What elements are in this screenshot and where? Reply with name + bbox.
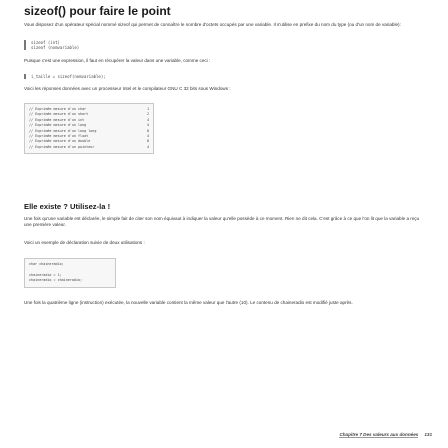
code-row: // Exprimée mesure d'un pointeur 4 bbox=[29, 144, 149, 149]
usage-paragraph: Une fois qu'une variable est déclarée, le simple fait de citer son nom équivaut à indiquer la valeur qu'elle possède à ce moment. Rien ne dit cela. C'est grâce à ce que l'on lit que la variable a reçu une première valeur. bbox=[24, 216, 420, 227]
code-line: chaineradio = 1; bbox=[29, 272, 62, 277]
expression-paragraph: Puisque c'est une expression, il faut en récupérer la valeur dans une variable, comme ceci : bbox=[24, 58, 211, 63]
page-number: 131 bbox=[424, 432, 432, 437]
code-line: chaineradio = chaineradio; bbox=[29, 278, 83, 283]
results-paragraph: Voici les réponses données avec un processeur Intel et le compilateur GNU C 32 bits sous Windows : bbox=[24, 86, 231, 91]
code-row: // Exprimée mesure d'un double 8 bbox=[29, 139, 149, 144]
result-paragraph: Une fois la quatrième ligne (instruction) exécutée, la nouvelle variable contient la même valeur que l'autre (10). Le contenu de chaineradio est modifié juste après. bbox=[24, 300, 353, 305]
code-row: // Exprimée mesure d'un int 4 bbox=[29, 117, 149, 122]
code-row: // Exprimée mesure d'un short 2 bbox=[29, 112, 149, 117]
section-title: sizeof() pour faire le point bbox=[24, 4, 171, 18]
code-row: // Exprimée mesure d'un long 4 bbox=[29, 123, 149, 128]
section-heading: Elle existe ? Utilisez-la ! bbox=[24, 202, 111, 211]
assign-code-snippet bbox=[24, 74, 106, 79]
code-line: i_taille = sizeof(nomvariable); bbox=[31, 74, 106, 79]
chapter-title: Chapitre 7 Des valeurs aux données bbox=[339, 432, 419, 437]
code-line: sizeof (int) bbox=[31, 40, 60, 45]
code-row: // Exprimée mesure d'un char 1 bbox=[29, 107, 149, 111]
code-line: char chaineradio; bbox=[29, 262, 64, 266]
sizeof-code-snippet bbox=[24, 40, 79, 50]
intro-paragraph: Vous disposez d'un opérateur spécial nommé sizeof qui permet de connaître le nombre d'octets occupés par une variable. Il s'utilise en prefixe du nom du type (ou d'un nom de variable): bbox=[24, 22, 401, 27]
sizeof-results-box bbox=[24, 103, 154, 154]
example-code-box bbox=[24, 258, 116, 288]
code-row: // Exprimée mesure d'un float 4 bbox=[29, 134, 149, 139]
code-line: sizeof (nomvariable) bbox=[31, 45, 80, 51]
code-row: // Exprimée mesure d'un long long 8 bbox=[29, 128, 149, 133]
page-footer bbox=[339, 432, 432, 438]
example-paragraph: Voici un exemple de déclaration suivie de deux utilisations : bbox=[24, 240, 145, 245]
